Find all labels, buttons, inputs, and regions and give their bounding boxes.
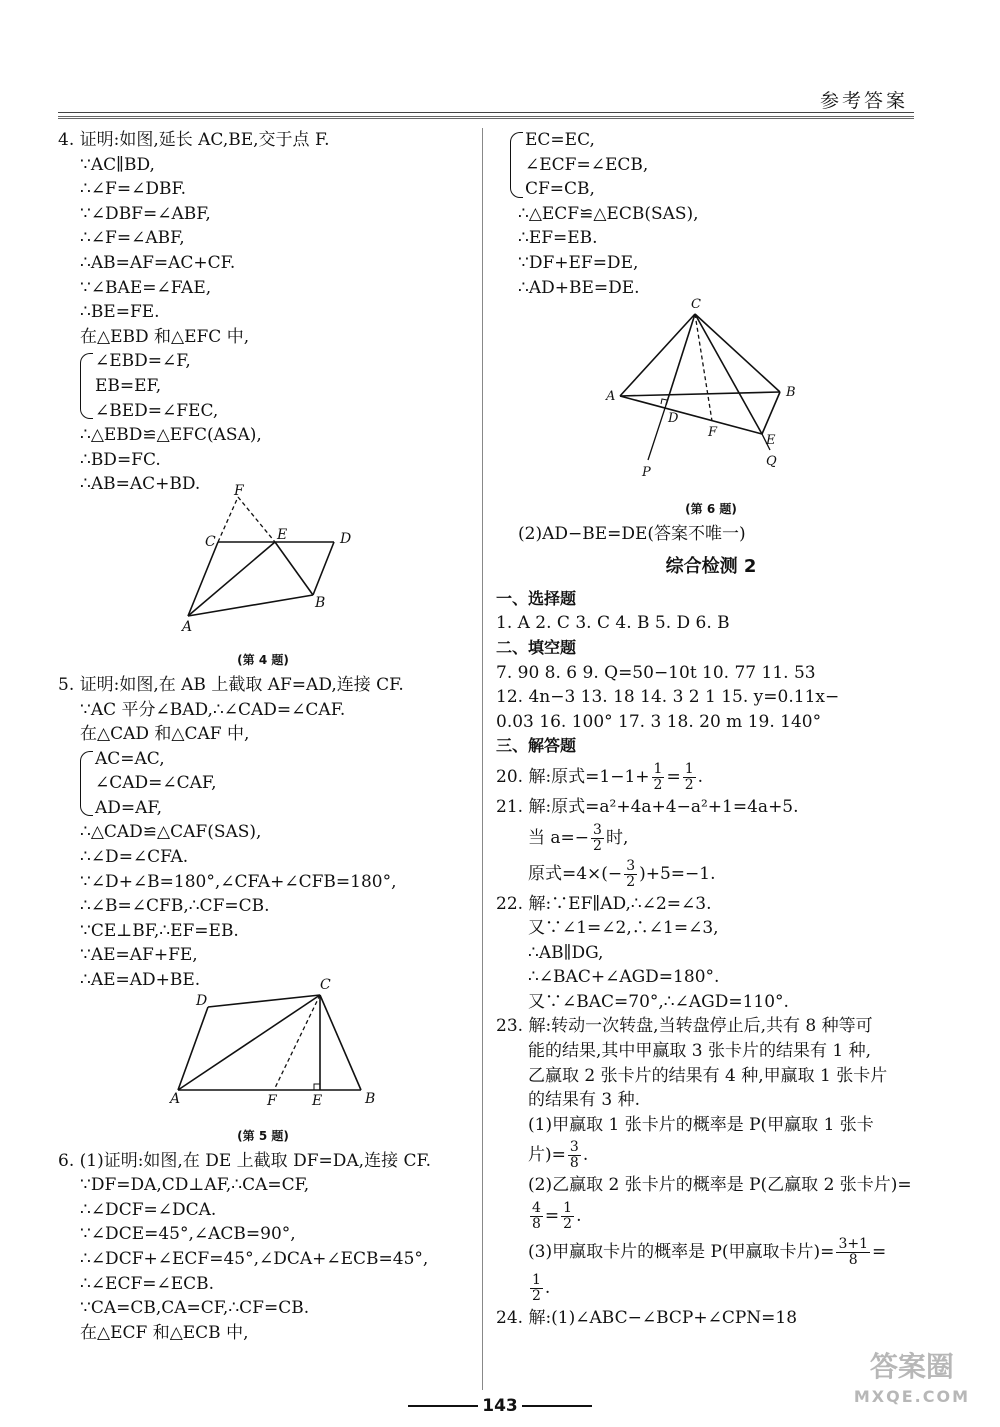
fill-answers: 12. 4n−3 13. 18 14. 3 2 1 15. y=0.11x− (496, 687, 840, 708)
q6-line: ∴AD+BE=DE. (518, 277, 640, 298)
fraction (624, 859, 637, 890)
segment-CA (620, 314, 695, 396)
fill-answers: 7. 90 8. 6 9. Q=50−10t 10. 77 11. 53 (496, 662, 816, 683)
section-title: 综合检测 2 (665, 555, 757, 577)
q20-text: = (666, 766, 681, 787)
label-C: C (205, 533, 216, 550)
q20-line (496, 759, 926, 795)
q23-line: (2)乙赢取 2 张卡片的概率是 P(乙赢取 2 张卡片)= (528, 1175, 912, 1196)
ornament-right (522, 1405, 592, 1407)
label-B: B (786, 385, 796, 401)
label-D: D (196, 992, 208, 1009)
q4-line: ∵∠BAE=∠FAE, (80, 277, 212, 298)
segment-AC (188, 542, 218, 616)
q6-line: ∴∠DCF=∠DCA. (80, 1199, 217, 1220)
system-line: AD=AF, (95, 797, 162, 818)
q22-line: 又∵∠BAC=70°,∴∠AGD=110°. (528, 991, 789, 1012)
label-C: C (691, 297, 701, 313)
label-C: C (320, 976, 331, 993)
q5-line: ∵AC 平分∠BAD,∴∠CAD=∠CAF. (80, 699, 346, 720)
denominator: 2 (563, 1216, 573, 1233)
watermark (854, 1352, 970, 1412)
choice-answers: 1. A 2. C 3. C 4. B 5. D 6. B (496, 613, 730, 634)
label-D: D (668, 411, 679, 427)
page-number-text: 143 (482, 1396, 518, 1416)
caption-q6: (第 6 题) (685, 502, 737, 517)
label-D: D (340, 530, 352, 547)
label-E: E (766, 433, 776, 449)
label-Q: Q (766, 454, 777, 470)
q23-text: . (576, 1206, 582, 1227)
q21-text: 时, (605, 827, 629, 848)
segment-AD (178, 1007, 208, 1090)
q22-line: 又∵∠1=∠2,∴∠1=∠3, (528, 918, 719, 939)
label-B: B (315, 594, 326, 611)
q22-line: 22. 解:∵EF∥AD,∴∠2=∠3. (496, 893, 712, 914)
header-rule (58, 112, 914, 113)
label-F: F (267, 1092, 277, 1109)
q6-line: ∵DF=DA,CD⊥AF,∴CA=CF, (80, 1175, 310, 1196)
fill-answers: 0.03 16. 100° 17. 3 18. 20 m 19. 140° (496, 711, 822, 732)
section-heading: 三、解答题 (496, 736, 577, 756)
fraction (561, 1201, 574, 1232)
q4-line: 4. 证明:如图,延长 AC,BE,交于点 F. (58, 130, 330, 150)
caption-q5: (第 5 题) (237, 1128, 289, 1143)
q4-line: 在△EBD 和△EFC 中, (80, 326, 250, 347)
q23-text: 片)= (528, 1145, 566, 1166)
page-header (0, 0, 1000, 130)
denominator: 2 (532, 1288, 541, 1305)
column-divider (482, 128, 483, 1390)
right-angle-mark (314, 1084, 320, 1090)
header-title: 参考答案 (819, 90, 908, 112)
numerator: 1 (653, 760, 663, 777)
brace-symbol (80, 353, 93, 419)
segment-AC (178, 992, 320, 1090)
q6-line: 6. (1)证明:如图,在 DE 上截取 DF=DA,连接 CF. (58, 1150, 432, 1171)
q4-line: ∴∠F=∠ABF, (80, 228, 185, 249)
numerator: 3 (569, 1139, 579, 1156)
q21-text: 当 a=− (528, 827, 590, 848)
segment-FE-dashed (238, 497, 275, 542)
system-line: AC=AC, (95, 748, 165, 769)
q4-line: ∴△EBD≌△EFC(ASA), (80, 425, 262, 446)
system-line: ∠BED=∠FEC, (95, 400, 219, 421)
q24-line: 24. 解:(1)∠ABC−∠BCP+∠CPN=18 (496, 1308, 798, 1329)
q23-line (496, 1198, 926, 1234)
ray-DP (648, 405, 666, 460)
q20-text: . (697, 766, 704, 787)
fraction (652, 762, 665, 793)
denominator: 8 (848, 1252, 858, 1269)
caption-q4: (第 4 题) (237, 652, 289, 667)
left-column (58, 128, 468, 1345)
brace-symbol (510, 132, 523, 198)
system-line: CF=CB, (525, 179, 595, 200)
segment-CE (695, 314, 762, 434)
q5-line: ∴∠B=∠CFB,∴CF=CB. (80, 896, 270, 917)
label-F: F (234, 482, 244, 499)
q4-line: ∵AC∥BD, (80, 154, 155, 175)
q23-text: = (871, 1242, 887, 1263)
segment-AE (188, 542, 275, 616)
denominator: 2 (653, 776, 663, 793)
fraction (568, 1140, 581, 1171)
q23-line (496, 1270, 926, 1306)
q21-text: 原式=4×(− (528, 863, 623, 884)
q6-part2: (2)AD−BE=DE(答案不唯一) (518, 524, 746, 545)
q5-line: ∴AE=AD+BE. (80, 970, 201, 991)
denominator: 2 (626, 873, 636, 890)
q5-line: ∵CE⊥BF,∴EF=EB. (80, 920, 239, 941)
watermark-url: MXQE.COM (853, 1387, 970, 1406)
q5-system (58, 747, 468, 821)
fraction (591, 823, 604, 854)
q23-line: 23. 解:转动一次转盘,当转盘停止后,共有 8 种等可 (496, 1016, 873, 1037)
system-line: ∠ECF=∠ECB, (525, 154, 649, 175)
system-line: EC=EC, (525, 130, 595, 150)
q23-line: (1)甲赢取 1 张卡片的概率是 P(甲赢取 1 张卡 (528, 1114, 874, 1135)
q5-line: 5. 证明:如图,在 AB 上截取 AF=AD,连接 CF. (58, 674, 404, 695)
q6-line: ∵CA=CB,CA=CF,∴CF=CB. (80, 1298, 310, 1319)
q6-system (496, 128, 926, 202)
q21-line (496, 856, 926, 892)
q20-text: 20. 解:原式=1−1+ (496, 766, 650, 787)
figure-q6 (496, 297, 926, 496)
label-A: A (606, 389, 616, 405)
numerator: 4 (532, 1200, 541, 1217)
numerator: 1 (563, 1200, 573, 1217)
q23-line (496, 1234, 926, 1270)
section-heading: 二、填空题 (496, 637, 577, 657)
segment-EB (275, 542, 313, 595)
q4-line: ∵∠DBF=∠ABF, (80, 203, 211, 224)
fraction (836, 1237, 870, 1268)
segment-CF-dashed (274, 995, 320, 1090)
q6-line: ∴△ECF≌△ECB(SAS), (518, 203, 699, 224)
denominator: 2 (684, 776, 694, 793)
label-P: P (642, 465, 651, 481)
q23-text: . (582, 1145, 589, 1166)
q23-line: 能的结果,其中甲赢取 3 张卡片的结果有 1 种, (528, 1041, 872, 1062)
header-rule-double (58, 116, 914, 119)
q4-line: ∴BD=FC. (80, 449, 161, 470)
watermark-text: 答案圈 (869, 1350, 954, 1383)
segment-CB (320, 995, 361, 1090)
q6-line: ∵∠DCE=45°,∠ACB=90°, (80, 1224, 296, 1245)
q6-line: ∴∠ECF=∠ECB. (80, 1273, 215, 1294)
q5-line: ∴∠D=∠CFA. (80, 847, 189, 868)
numerator: 3+1 (838, 1236, 868, 1253)
q21-line: 21. 解:原式=a²+4a+4−a²+1=4a+5. (496, 796, 799, 817)
segment-BD (313, 542, 334, 595)
q6-line: ∴EF=EB. (518, 228, 598, 249)
segment-CD (666, 314, 695, 405)
brace-symbol (80, 751, 93, 817)
q4-line: ∴∠F=∠DBF. (80, 179, 187, 200)
q5-line: ∵AE=AF+FE, (80, 945, 198, 966)
segment-AB (188, 595, 313, 616)
q23-text: (3)甲赢取卡片的概率是 P(甲赢取卡片)= (528, 1242, 835, 1263)
segment-BE (762, 392, 780, 434)
label-A: A (182, 618, 193, 635)
q5-line: ∵∠D+∠B=180°,∠CFA+∠CFB=180°, (80, 871, 397, 892)
denominator: 8 (532, 1216, 541, 1233)
label-F: F (708, 425, 718, 441)
figure-q6-svg (496, 297, 926, 496)
ornament-left (408, 1405, 478, 1407)
system-line: ∠EBD=∠F, (95, 351, 191, 372)
segment-CB (695, 314, 780, 392)
segment-DC (208, 995, 320, 1007)
system-line: EB=EF, (95, 375, 162, 396)
q4-line: ∴AB=AF=AC+CF. (80, 252, 236, 273)
q6-line: 在△ECF 和△ECB 中, (80, 1322, 249, 1343)
q23-line (496, 1137, 926, 1173)
page-number (0, 1396, 1000, 1416)
numerator: 3 (626, 857, 636, 874)
q21-text: )+5=−1. (639, 863, 716, 884)
q23-line: 乙赢取 2 张卡片的结果有 4 种,甲赢取 1 张卡片 (528, 1065, 888, 1086)
q6-line: ∵DF+EF=DE, (518, 252, 639, 273)
q22-line: ∴AB∥DG, (528, 942, 604, 963)
right-column (496, 128, 926, 1331)
q4-system (58, 349, 468, 423)
q6-line: ∴∠DCF+∠ECF=45°,∠DCA+∠ECB=45°, (80, 1249, 429, 1269)
segment-AE (620, 396, 762, 434)
segment-CF-dashed (218, 497, 238, 542)
denominator: 2 (593, 837, 602, 854)
fraction (530, 1273, 543, 1304)
numerator: 1 (684, 760, 694, 777)
q4-line: ∴AB=AC+BD. (80, 474, 201, 495)
denominator: 8 (569, 1155, 579, 1172)
q4-line: ∴BE=FE. (80, 302, 160, 323)
q23-line: 的结果有 3 种. (528, 1090, 641, 1111)
numerator: 3 (593, 821, 602, 838)
label-B: B (365, 1090, 376, 1107)
system-line: ∠CAD=∠CAF, (95, 773, 217, 794)
fraction (530, 1201, 543, 1232)
segment-AB (620, 392, 780, 396)
label-E: E (312, 1092, 323, 1109)
q23-text: = (544, 1206, 560, 1227)
label-E: E (277, 526, 288, 543)
q5-line: 在△CAD 和△CAF 中, (80, 724, 250, 745)
numerator: 1 (532, 1272, 541, 1289)
q23-text: . (544, 1278, 551, 1299)
section-heading: 一、选择题 (496, 588, 577, 608)
q21-line (496, 820, 926, 856)
fraction (683, 762, 696, 793)
label-A: A (170, 1090, 181, 1107)
q22-line: ∴∠BAC+∠AGD=180°. (528, 967, 720, 988)
q5-line: ∴△CAD≌△CAF(SAS), (80, 822, 262, 843)
